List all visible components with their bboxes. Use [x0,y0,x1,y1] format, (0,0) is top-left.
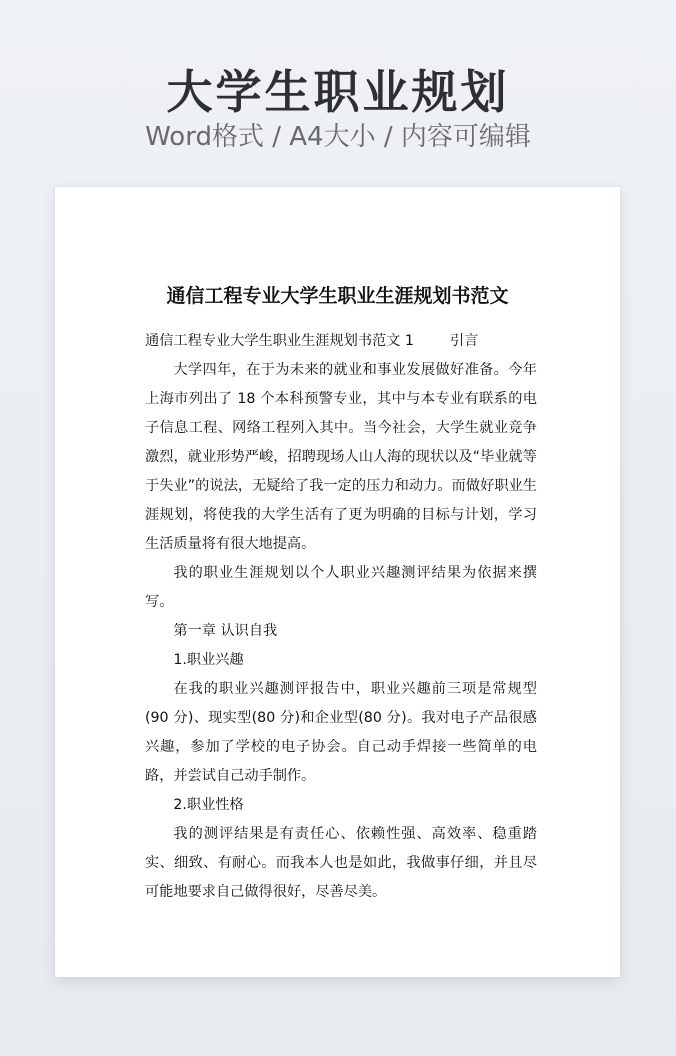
page-subtitle: Word格式 / A4大小 / 内容可编辑 [145,122,531,152]
document-title: 通信工程专业大学生职业生涯规划书范文 [166,285,509,307]
paragraph-personality: 我的测评结果是有责任心、依赖性强、高效率、稳重踏实、细致、有耐心。而我本人也是如此，我做事仔细，并且尽可能地要求自己做得很好，尽善尽美。 [145,826,537,900]
paragraph-basis: 我的职业生涯规划以个人职业兴趣测评结果为依据来撰写。 [145,565,537,610]
document-body [145,327,537,907]
page-title: 大学生职业规划 [166,65,510,119]
paragraph-intro: 大学四年，在于为未来的就业和事业发展做好准备。今年上海市列出了 18 个本科预警专业，其中与本专业有联系的电子信息工程、网络工程列入其中。当今社会，大学生就业竞争激烈，就业形势严峻，招聘现场人山人海的现状以及“毕业就等于失业”的说法，无疑给了我一定的压力和动力。而做好职业生涯规划，将使我的大学生活有了更为明确的目标与计划，学习生活质量将有很大地提高。 [145,362,537,552]
chapter-heading: 第一章 认识自我 [173,623,278,639]
section-heading-interest: 1.职业兴趣 [173,652,244,668]
paragraph-interest: 在我的职业兴趣测评报告中，职业兴趣前三项是常规型(90 分)、现实型(80 分)和企业型(80 分)。我对电子产品很感兴趣，参加了学校的电子协会。自己动手焊接一些简单的电路，并尝试自己动手制作。 [145,681,537,784]
document-page [55,187,620,977]
document-lead-line: 通信工程专业大学生职业生涯规划书范文 1 引言 [145,333,479,349]
section-heading-personality: 2.职业性格 [173,797,244,813]
